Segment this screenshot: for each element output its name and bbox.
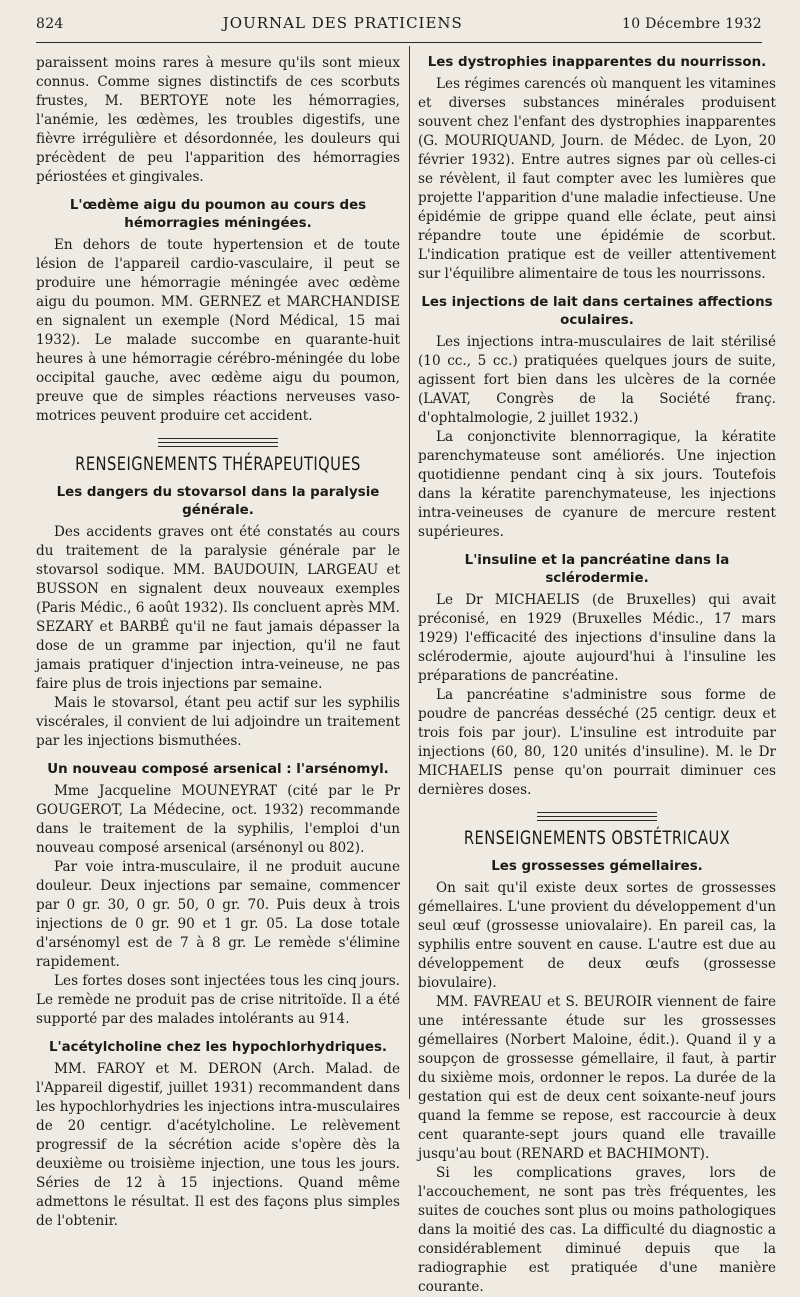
paragraph-grossesses-3: Si les complications graves, lors de l'accouchement, ne sont pas très fréquentes, les suites de couches sont plus ou moins pathologiques dans la moitié des cas. La difficulté du diagnostic a considérablement diminué depuis que la radiographie est pratiquée d'une manière courante. xyxy=(418,1165,776,1295)
paragraph-grossesses-1: On sait qu'il existe deux sortes de grossesses gémellaires. L'une provient du développement d'un seul œuf (grossesse uniovalaire). En pareil cas, la syphilis entre souvent en cause. L'autre est due au développement de deux œufs (grossesse biovulaire). xyxy=(418,880,776,991)
paragraph-arsenomyl-3: Les fortes doses sont injectées tous les cinq jours. Le remède ne produit pas de crise nitritoïde. Il a été supporté par des malades intolérants au 914. xyxy=(36,973,400,1027)
heading-dystrophies: Les dystrophies inapparentes du nourrisson. xyxy=(427,55,767,70)
paragraph-stovarsol-1: Des accidents graves ont été constatés au cours du traitement de la paralysie générale par le stovarsol sodique. MM. BAUDOUIN, LARGEAU et BUSSON en signalent deux nouveaux exemples (Paris Médic., 6 août 1932). Ils concluent après MM. SEZARY et BARBÉ qu'il ne faut jamais dépasser la dose de un gramme par injection, qu'il ne faut jamais pratiquer d'injection intra-veineuse, ne pas faire plus de trois injections par semaine. xyxy=(36,524,400,692)
right-column xyxy=(418,54,776,1297)
paragraph-lait-2: La conjonctivite blennorragique, la kératite parenchymateuse sont améliorés. Une injection quotidienne pendant cinq à six jours. Toutefois dans la kératite parenchymateuse, les injections intra-veineuses de cyanure de mercure restent supérieures. xyxy=(418,429,776,540)
paragraph-lait-1: Les injections intra-musculaires de lait stérilisé (10 cc., 5 cc.) pratiquées quelques jours de suite, agissent fort bien dans les ulcères de la cornée (LAVAT, Congrès de la Société franç. d'ophtalmologie, 2 juillet 1932.) xyxy=(418,334,776,426)
heading-grossesses: Les grossesses gémellaires. xyxy=(491,859,703,874)
article-continuation: paraissent moins rares à mesure qu'ils sont mieux connus. Comme signes distinctifs de ces scorbuts frustes, M. BERTOYE note les hémorragies, l'anémie, les œdèmes, les troubles digestifs, une fièvre irrégulière et désordonnée, les douleurs qui précèdent de peu l'apparition des hémorragies périostées et gingivales. xyxy=(36,55,400,185)
heading-insuline: L'insuline et la pancréatine dans la sclérodermie. xyxy=(464,553,730,586)
heading-oedeme: L'œdème aigu du poumon au cours des hémorragies méningées. xyxy=(69,198,367,231)
issue-date: 10 Décembre 1932 xyxy=(621,16,762,32)
paragraph-grossesses-2: MM. FAVREAU et S. BEUROIR viennent de faire une intéressante étude sur les grossesses gémellaires (Norbert Maloine, édit.). Quand il y a soupçon de grossesse gémellaire, il faut, à partir du sixième mois, ordonner le repos. La durée de la gestation qui est de deux cent soixante-neuf jours quand la femme se repose, est raccourcie à deux cent quarante-sept jours quand elle travaille jusqu'au bout (RENARD et BACHIMONT). xyxy=(418,994,776,1162)
page-number: 824 xyxy=(36,16,64,32)
paragraph-dystrophies: Les régimes carencés où manquent les vitamines et diverses substances minérales produisent souvent chez l'enfant des dystrophies inapparentes (G. MOURIQUAND, Journ. de Médec. de Lyon, 20 février 1932). Entre autres signes par où celles-ci se révèlent, il faut compter avec les lumières que projette l'apparition d'une maladie infectieuse. Une épidémie de grippe quand elle éclate, peut ainsi répandre toute une épidémie de scorbut. L'indication pratique est de veiller attentivement sur l'équilibre alimentaire de tous les nourrissons. xyxy=(418,76,776,282)
paragraph-stovarsol-2: Mais le stovarsol, étant peu actif sur les syphilis viscérales, il convient de lui adjoindre un traitement par les injections bismuthées. xyxy=(36,695,400,749)
paragraph-acetylcholine: MM. FAROY et M. DERON (Arch. Malad. de l'Appareil digestif, juillet 1931) recommandent dans les hypochlorhydries les injections intra-musculaires de 20 centigr. d'acétylcholine. Le relèvement progressif de la sécrétion acide s'opère dès la deuxième ou troisième injection, une tous les jours. Séries de 12 à 15 injections. Quand même admettons le résultat. Il est des façons plus simples de l'obtenir. xyxy=(36,1061,400,1229)
heading-acetylcholine: L'acétylcholine chez les hypochlorhydriques. xyxy=(48,1040,388,1055)
heading-lait: Les injections de lait dans certaines affections oculaires. xyxy=(421,295,773,328)
section-title-therapeutiques: RENSEIGNEMENTS THÉRAPEUTIQUES xyxy=(75,453,361,475)
journal-title: JOURNAL DES PRATICIENS xyxy=(222,14,463,32)
section-separator xyxy=(537,812,657,821)
left-column xyxy=(36,54,400,1231)
paragraph-oedeme: En dehors de toute hypertension et de toute lésion de l'appareil cardio-vasculaire, il peut se produire une hémorragie méningée avec œdème aigu du poumon. MM. GERNEZ et MARCHANDISE en signalent un exemple (Nord Médical, 15 mai 1932). Le malade succombe en quarante-huit heures à une hémorragie cérébro-méningée du lobe occipital gauche, avec œdème aigu du poumon, preuve que de simples réactions nerveuses vaso-motrices peuvent produire cet accident. xyxy=(36,237,400,424)
column-divider xyxy=(409,46,410,1099)
section-separator xyxy=(158,438,278,447)
paragraph-insuline-1: Le Dr MICHAELIS (de Bruxelles) qui avait préconisé, en 1929 (Bruxelles Médic., 17 mars 1929) l'efficacité des injections d'insuline dans la sclérodermie, ajoute aujourd'hui à l'insuline les préparations de pancréatine. xyxy=(418,592,776,684)
paragraph-insuline-2: La pancréatine s'administre sous forme de poudre de pancréas desséché (25 centigr. deux et trois fois par jour). L'insuline est introduite par injections (60, 80, 120 unités d'insuline). M. le Dr MICHAELIS pense qu'on pourrait diminuer ces dernières doses. xyxy=(418,687,776,798)
paragraph-arsenomyl-2: Par voie intra-musculaire, il ne produit aucune douleur. Deux injections par semaine, commencer par 0 gr. 30, 0 gr. 50, 0 gr. 70. Puis deux à trois injections de 0 gr. 90 et 1 gr. 05. La dose totale d'arsénomyl est de 7 à 8 gr. Le remède s'élimine rapidement. xyxy=(36,859,400,970)
running-head xyxy=(36,14,762,38)
section-title-obstetricaux: RENSEIGNEMENTS OBSTÉTRICAUX xyxy=(463,827,731,849)
header-rule xyxy=(36,42,762,43)
heading-arsenomyl: Un nouveau composé arsenical : l'arsénomyl. xyxy=(47,762,389,777)
paragraph-arsenomyl-1: Mme Jacqueline MOUNEYRAT (cité par le Pr GOUGEROT, La Médecine, oct. 1932) recommande dans le traitement de la syphilis, l'emploi d'un nouveau composé arsenical (arsénonyl ou 802). xyxy=(36,783,400,856)
heading-stovarsol: Les dangers du stovarsol dans la paralysie générale. xyxy=(56,485,380,518)
